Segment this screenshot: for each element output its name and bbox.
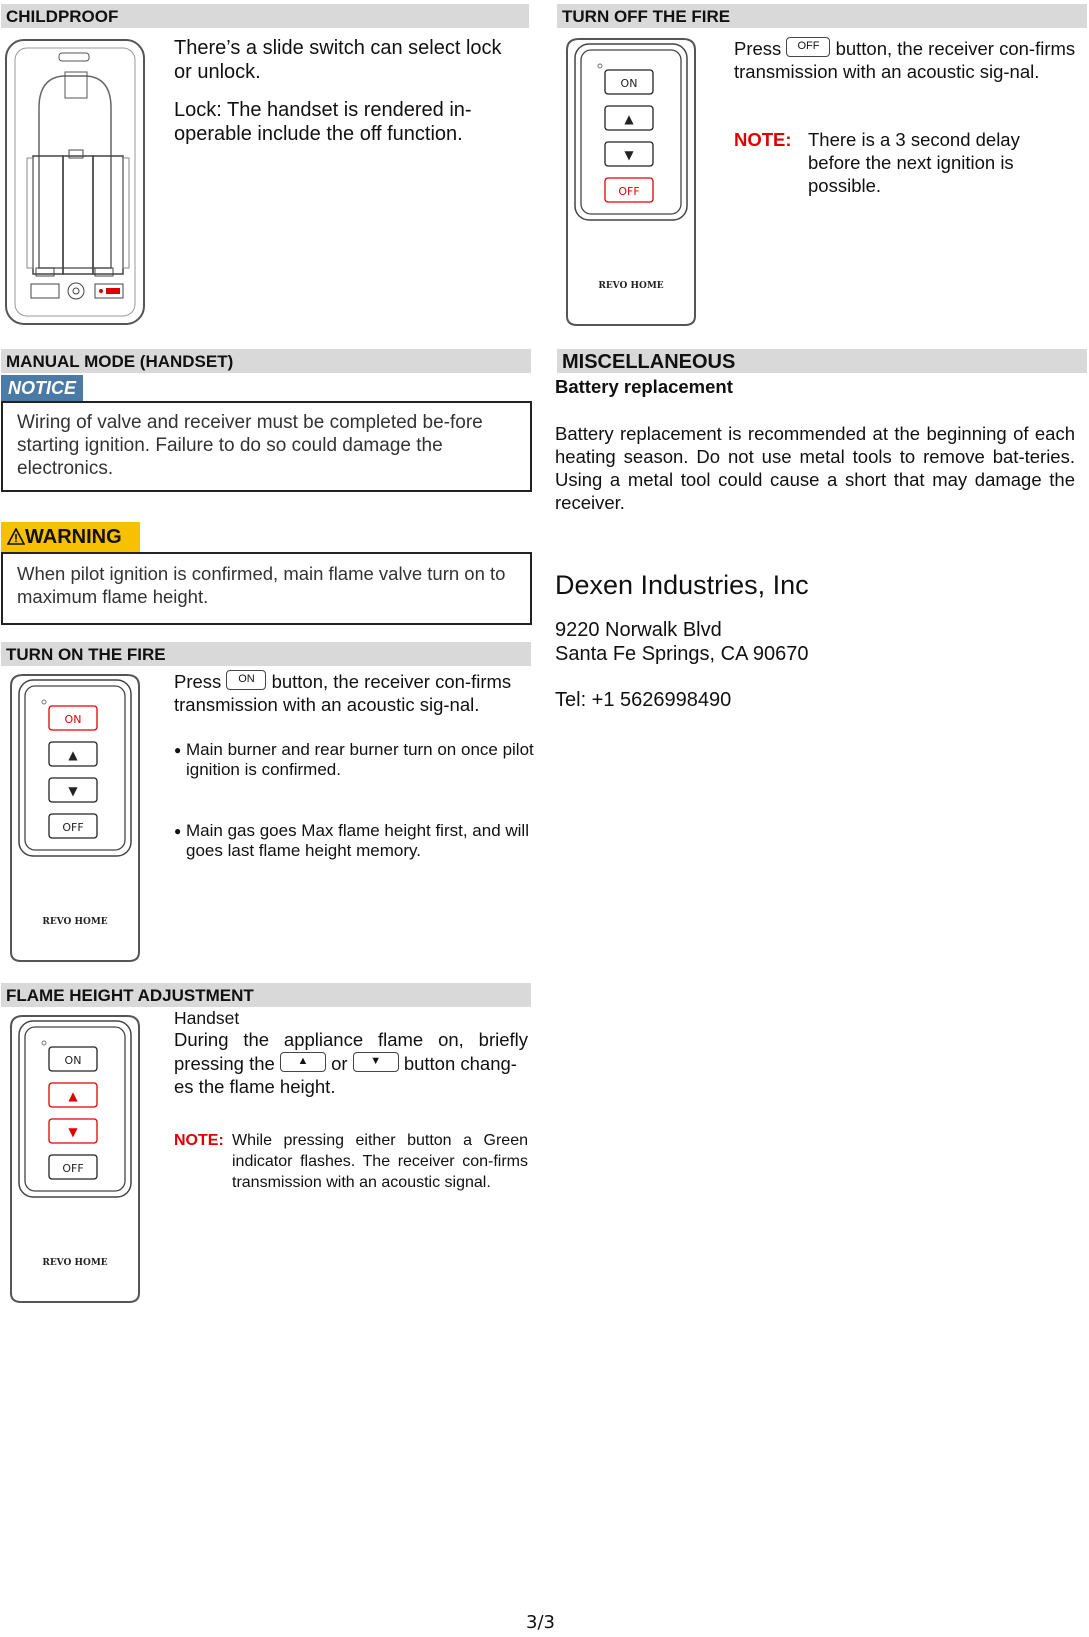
battery-replacement-title: Battery replacement [555, 376, 733, 397]
remote-control-illustration-arrows [3, 1013, 148, 1305]
or-word: or [331, 1053, 348, 1074]
section-header-flame-height: FLAME HEIGHT ADJUSTMENT [1, 983, 531, 1007]
company-address-2: Santa Fe Springs, CA 90670 [555, 643, 809, 665]
notice-text: Wiring of valve and receiver must be completed be-fore starting ignition. Failure to do so could damage the electronics. [17, 412, 483, 479]
remote-up-label: ▲ [68, 1089, 78, 1103]
up-button-icon: ▲ [280, 1052, 326, 1072]
handset-battery-compartment-illustration [3, 38, 148, 328]
turn-on-bullet-2: ● Main gas goes Max flame height first, and will goes last flame height memory. [174, 821, 534, 861]
flame-note-text: While pressing either button a Green indicator flashes. The receiver con-firms transmission with an acoustic signal. [232, 1132, 528, 1191]
remote-up-label: ▲ [624, 112, 634, 126]
press-suffix: button, the [271, 671, 360, 692]
section-header-misc: MISCELLANEOUS [557, 349, 1087, 373]
flame-handset-label: Handset [174, 1008, 240, 1028]
notice-label: NOTICE [1, 375, 83, 401]
warning-label-text: WARNING [25, 526, 122, 548]
press-suffix: button, [835, 38, 893, 59]
remote-on-label: ON [64, 1054, 82, 1067]
remote-off-label: OFF [62, 821, 84, 834]
childproof-lock-description: Lock: The handset is rendered in-operable include the off function. [174, 99, 472, 145]
flame-note-label: NOTE: [174, 1132, 224, 1149]
flame-after: button chang-es the flame height. [174, 1053, 517, 1097]
turn-off-rest: the receiver con-firms transmission with an acoustic sig-nal. [734, 38, 1076, 82]
company-telephone: Tel: +1 5626998490 [555, 689, 732, 711]
remote-off-label: OFF [62, 1162, 84, 1175]
warning-box [1, 552, 532, 625]
remote-control-illustration-off [559, 36, 704, 328]
notice-box [1, 401, 532, 492]
warning-text: When pilot ignition is confirmed, main flame valve turn on to maximum flame height. [17, 563, 506, 607]
turn-on-instructions [174, 670, 522, 716]
pressing-word: pressing the [174, 1053, 275, 1074]
remote-up-label: ▲ [68, 748, 78, 762]
flame-line-2 [174, 1052, 528, 1098]
turn-on-bullet-1: ● Main burner and rear burner turn on once pilot ignition is confirmed. [174, 740, 534, 780]
turn-off-instructions [734, 37, 1079, 83]
warning-triangle-icon [7, 528, 25, 545]
section-header-turn-on: TURN ON THE FIRE [1, 642, 531, 666]
down-button-icon: ▼ [353, 1052, 399, 1072]
page-number: 3/3 [526, 1612, 555, 1633]
childproof-description: There’s a slide switch can select lock or unlock. [174, 37, 502, 83]
off-button-icon: OFF [786, 37, 830, 57]
press-word: Press [174, 671, 222, 692]
flame-line-1: During the appliance flame on, briefly [174, 1029, 528, 1050]
section-header-turn-off: TURN OFF THE FIRE [557, 4, 1087, 28]
turn-off-note [734, 128, 1074, 197]
remote-off-label: OFF [618, 185, 640, 198]
company-address-1: 9220 Norwalk Blvd [555, 619, 722, 641]
remote-brand-logo: REVO HOME [598, 281, 664, 291]
flame-note [174, 1130, 528, 1193]
battery-replacement-text: Battery replacement is recommended at the beginning of each heating season. Do not use metal tools to remove bat-teries. Using a metal tool could cause a short that may damage the receiver. [555, 423, 1075, 513]
remote-control-illustration-on [3, 672, 148, 964]
turn-off-note-text: There is a 3 second delay before the next ignition is possible. [808, 129, 1020, 196]
on-button-icon: ON [226, 670, 266, 690]
turn-on-rest: receiver con-firms transmission with an acoustic sig-nal. [174, 671, 512, 715]
remote-down-label: ▼ [624, 148, 634, 162]
turn-off-note-label: NOTE: [734, 129, 792, 150]
company-name: Dexen Industries, Inc [555, 570, 809, 600]
remote-on-label: ON [620, 77, 638, 90]
press-word: Press [734, 38, 782, 59]
warning-label [1, 522, 140, 552]
remote-brand-logo: REVO HOME [42, 917, 108, 927]
remote-down-label: ▼ [68, 784, 78, 798]
section-header-manual-mode: MANUAL MODE (HANDSET) [1, 349, 531, 373]
remote-brand-logo: REVO HOME [42, 1258, 108, 1268]
remote-down-label: ▼ [68, 1125, 78, 1139]
remote-on-label: ON [64, 713, 82, 726]
section-header-childproof: CHILDPROOF [1, 4, 529, 28]
